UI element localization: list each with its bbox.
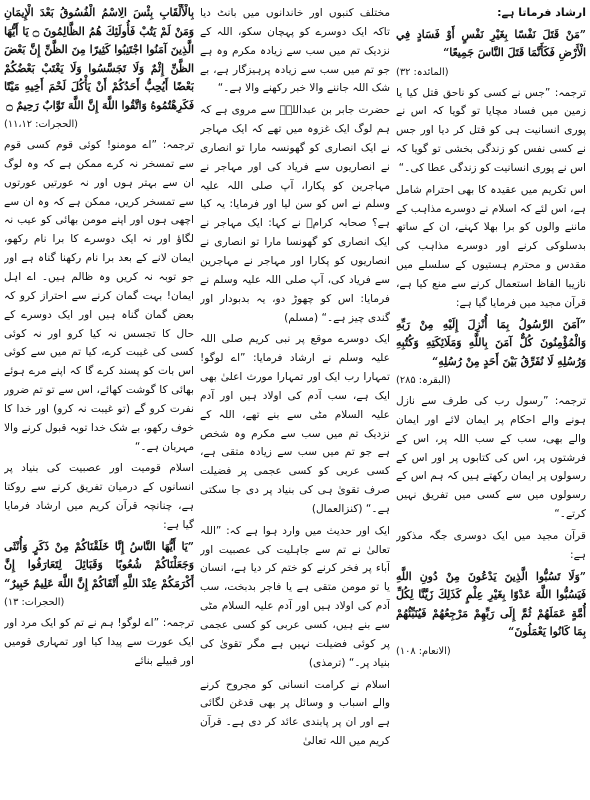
arabic-verse: ”مَنْ قَتَلَ نَفْسًا بِغَيْرِ نَفْسٍ أَوْ فَسَادٍ فِي الْأَرْضِ فَكَأَنَّمَا قَتَلَ النَّاسَ جَمِيعًا“	[396, 27, 586, 60]
reference: (البقرہ: ۲۸۵)	[396, 375, 451, 387]
arabic-verse: بِالْأَلْقَابِ بِئْسَ الِاسْمُ الْفُسُوقُ بَعْدَ الْإِيمَانِ وَمَنْ لَمْ يَتُبْ فَأُولَئِكَ هُمُ الظَّالِمُونَ ۝ يَا أَيُّهَا الَّذِينَ آمَنُوا اجْتَنِبُوا كَثِيرًا مِنَ الظَّنِّ إِنَّ بَعْضَ الظَّنِّ إِثْمٌ وَلَا تَجَسَّسُوا وَلَا يَغْتَبْ بَعْضُكُمْ بَعْضًا أَيُحِبُّ أَحَدُكُمْ أَنْ يَأْكُلَ لَحْمَ أَخِيهِ مَيْتًا فَكَرِهْتُمُوهُ وَاتَّقُوا اللَّهَ إِنَّ اللَّهَ تَوَّابٌ رَحِيمٌ ۝	[4, 6, 194, 112]
paragraph: ترجمہ: ”اے مومنو! کوئی قوم کسی قوم سے تمسخر نہ کرے ممکن ہے کہ وہ لوگ ان سے بہتر ہوں اور نہ عورتیں عورتوں سے تمسخر کریں، ممکن ہے کہ وہ ان سے اچھی ہوں اور اپنے مومن بھائی کو عیب نہ لگاؤ اور نہ ایک دوسرے کا برا نام رکھو، ایمان لانے کے بعد برا نام رکھنا گناہ ہے اور جو توبہ نہ کریں وہ ظالم ہیں۔ اے اہل ایمان! بہت گمان کرنے سے احتراز کرو کہ بعض گمان گناہ ہیں اور ایک دوسرے کے حال کا تجسس نہ کیا کرو اور نہ کوئی کسی کی غیبت کرے، کیا تم میں سے کوئی اس بات کو پسند کرے گا کہ اپنے مرے ہوئے بھائی کا گوشت کھائے، اس سے تو تم ضرور نفرت کرو گے (تو غیبت نہ کرو) اور خدا کا خوف رکھو، بے شک خدا توبہ قبول کرنے والا مہربان ہے۔“	[4, 139, 194, 453]
paragraph: ایک اور حدیث میں وارد ہوا ہے کہ: ”اللہ تعالیٰ نے تم سے جاہلیت کی عصبیت اور آباء پر فخر کرنے کو ختم کر دیا ہے، انسان یا تو مومن متقی ہے یا فاجر بدبخت، سب آدم کی اولاد ہیں اور آدم علیہ السلام مٹی سے بنے ہیں، کسی عربی کو کسی عجمی پر کوئی فضیلت نہیں ہے مگر تقویٰ کی بنیاد پر۔“ (ترمذی)	[200, 524, 390, 669]
arabic-verse: ”وَلَا تَسُبُّوا الَّذِينَ يَدْعُونَ مِنْ دُونِ اللَّهِ فَيَسُبُّوا اللَّهَ عَدْوًا بِغَيْرِ عِلْمٍ كَذَلِكَ زَيَّنَّا لِكُلِّ أُمَّةٍ عَمَلَهُمْ ثُمَّ إِلَى رَبِّهِمْ مَرْجِعُهُمْ فَيُنَبِّئُهُمْ بِمَا كَانُوا يَعْمَلُونَ“	[396, 569, 586, 639]
column-middle	[200, 4, 390, 796]
reference: (الانعام: ۱۰۸)	[396, 645, 451, 657]
heading: ارشاد فرماتا ہے:	[497, 6, 586, 19]
paragraph: اس تکریم میں عقیدہ کا بھی احترام شامل ہے، اس لئے کہ اسلام نے دوسرے مذاہب کے ماننے والوں کو برا بھلا کہنے، ان کے ساتھ بدسلوکی کرنے اور دوسرے مذاہب کی مقدس و محترم ہستیوں کے سلسلے میں نازیبا الفاظ استعمال کرنے سے منع کیا ہے، قرآن مجید میں فرمایا گیا ہے:	[396, 183, 586, 309]
column-left	[396, 4, 586, 796]
arabic-verse: ”آمَنَ الرَّسُولُ بِمَا أُنْزِلَ إِلَيْهِ مِنْ رَبِّهِ وَالْمُؤْمِنُونَ كُلٌّ آمَنَ بِاللَّهِ وَمَلَائِكَتِهِ وَكُتُبِهِ وَرُسُلِهِ لَا نُفَرِّقُ بَيْنَ أَحَدٍ مِنْ رُسُلِهِ“	[396, 317, 586, 368]
paragraph: قرآن مجید میں ایک دوسری جگہ مذکور ہے:	[396, 529, 586, 561]
arabic-verse: ”يَا أَيُّهَا النَّاسُ إِنَّا خَلَقْنَاكُمْ مِنْ ذَكَرٍ وَأُنْثَى وَجَعَلْنَاكُمْ شُعُوبًا وَقَبَائِلَ لِتَعَارَفُوا إِنَّ أَكْرَمَكُمْ عِنْدَ اللَّهِ أَتْقَاكُمْ إِنَّ اللَّهَ عَلِيمٌ خَبِيرٌ“	[4, 539, 194, 590]
paragraph: ایک دوسرے موقع پر نبی کریم صلی اللہ علیہ وسلم نے ارشاد فرمایا: ”اے لوگو! تمہارا رب ایک اور تمہارا مورث اعلیٰ بھی ایک ہے، سب آدم کی اولاد ہیں اور آدم علیہ السلام مٹی سے بنے تھے، اللہ کے نزدیک تم میں سب سے مکرم وہ شخص ہے جو تم میں سب سے زیادہ متقی ہے، کسی عربی کو کسی عجمی پر فضیلت صرف تقویٰ ہی کی بنیاد پر دی جا سکتی ہے۔“ (کنزالعمال)	[200, 333, 390, 515]
paragraph: اسلام نے کرامت انسانی کو مجروح کرنے والے اسباب و وسائل پر بھی قدغن لگائی ہے اور ان پر پابندی عائد کر دی ہے۔ قرآن کریم میں اللہ تعالیٰ	[200, 678, 390, 748]
paragraph: ترجمہ: ”اے لوگو! ہم نے تم کو ایک مرد اور ایک عورت سے پیدا کیا اور تمہاری قومیں اور قبیلے بنائے	[4, 617, 194, 667]
reference: (الحجرات: ۱۱،۱۲)	[4, 119, 78, 131]
reference: (الحجرات: ۱۳)	[4, 597, 65, 609]
paragraph: مختلف کنبوں اور خاندانوں میں بانٹ دیا تاکہ ایک دوسرے کو پہچان سکو، اللہ کے نزدیک تم میں سب سے زیادہ مکرم وہ ہے جو تم میں سب سے زیادہ پرہیزگار ہے، بے شک اللہ جاننے والا خبر رکھنے والا ہے۔“	[200, 7, 390, 95]
reference: (المائدہ: ۳۲)	[396, 66, 449, 78]
paragraph: حضرت جابر بن عبداللہؓ سے مروی ہے کہ ہم لوگ ایک غزوہ میں تھے کہ ایک مہاجر نے ایک انصاری کو گھونسہ مارا تو انصاری نے انصاریوں سے فریاد کی اور مہاجر نے مہاجرین کو پکارا، آپ صلی اللہ علیہ وسلم نے اس کو سن لیا اور فرمایا: یہ کیا ہے؟ صحابہ کرامؓ نے کہا: ایک مہاجر نے ایک انصاری کو گھونسا مارا تو انصاری نے انصاریوں کو پکارا اور مہاجر نے مہاجرین سے فریاد کی، آپ صلی اللہ علیہ وسلم نے فرمایا: اس کو چھوڑ دو، یہ بدبودار اور گندی چیز ہے۔“ (مسلم)	[200, 104, 390, 324]
paragraph: ترجمہ: ”جس نے کسی کو ناحق قتل کیا یا زمین میں فساد مچایا تو گویا کہ اس نے پوری انسانیت ہی کو قتل کر دیا اور جس نے کسی نفس کو زندگی بخشی تو گویا کہ اس نے پوری انسانیت کو زندگی عطا کی۔“	[396, 86, 586, 174]
column-right	[4, 4, 194, 796]
paragraph: اسلام قومیت اور عصبیت کی بنیاد پر انسانوں کے درمیان تفریق کرنے سے روکتا ہے، چنانچہ قرآن کریم میں ارشاد فرمایا گیا ہے:	[4, 462, 194, 531]
paragraph: ترجمہ: ”رسول رب کی طرف سے نازل ہونے والے احکام پر ایمان لائے اور ایمان والے بھی، سب کے سب اللہ پر، اس کے فرشتوں پر، اس کی کتابوں پر اور اس کے رسولوں پر ایمان رکھتے ہیں کہ ہم اس کے رسولوں میں سے کسی میں تفریق نہیں کرتے۔“	[396, 395, 586, 521]
